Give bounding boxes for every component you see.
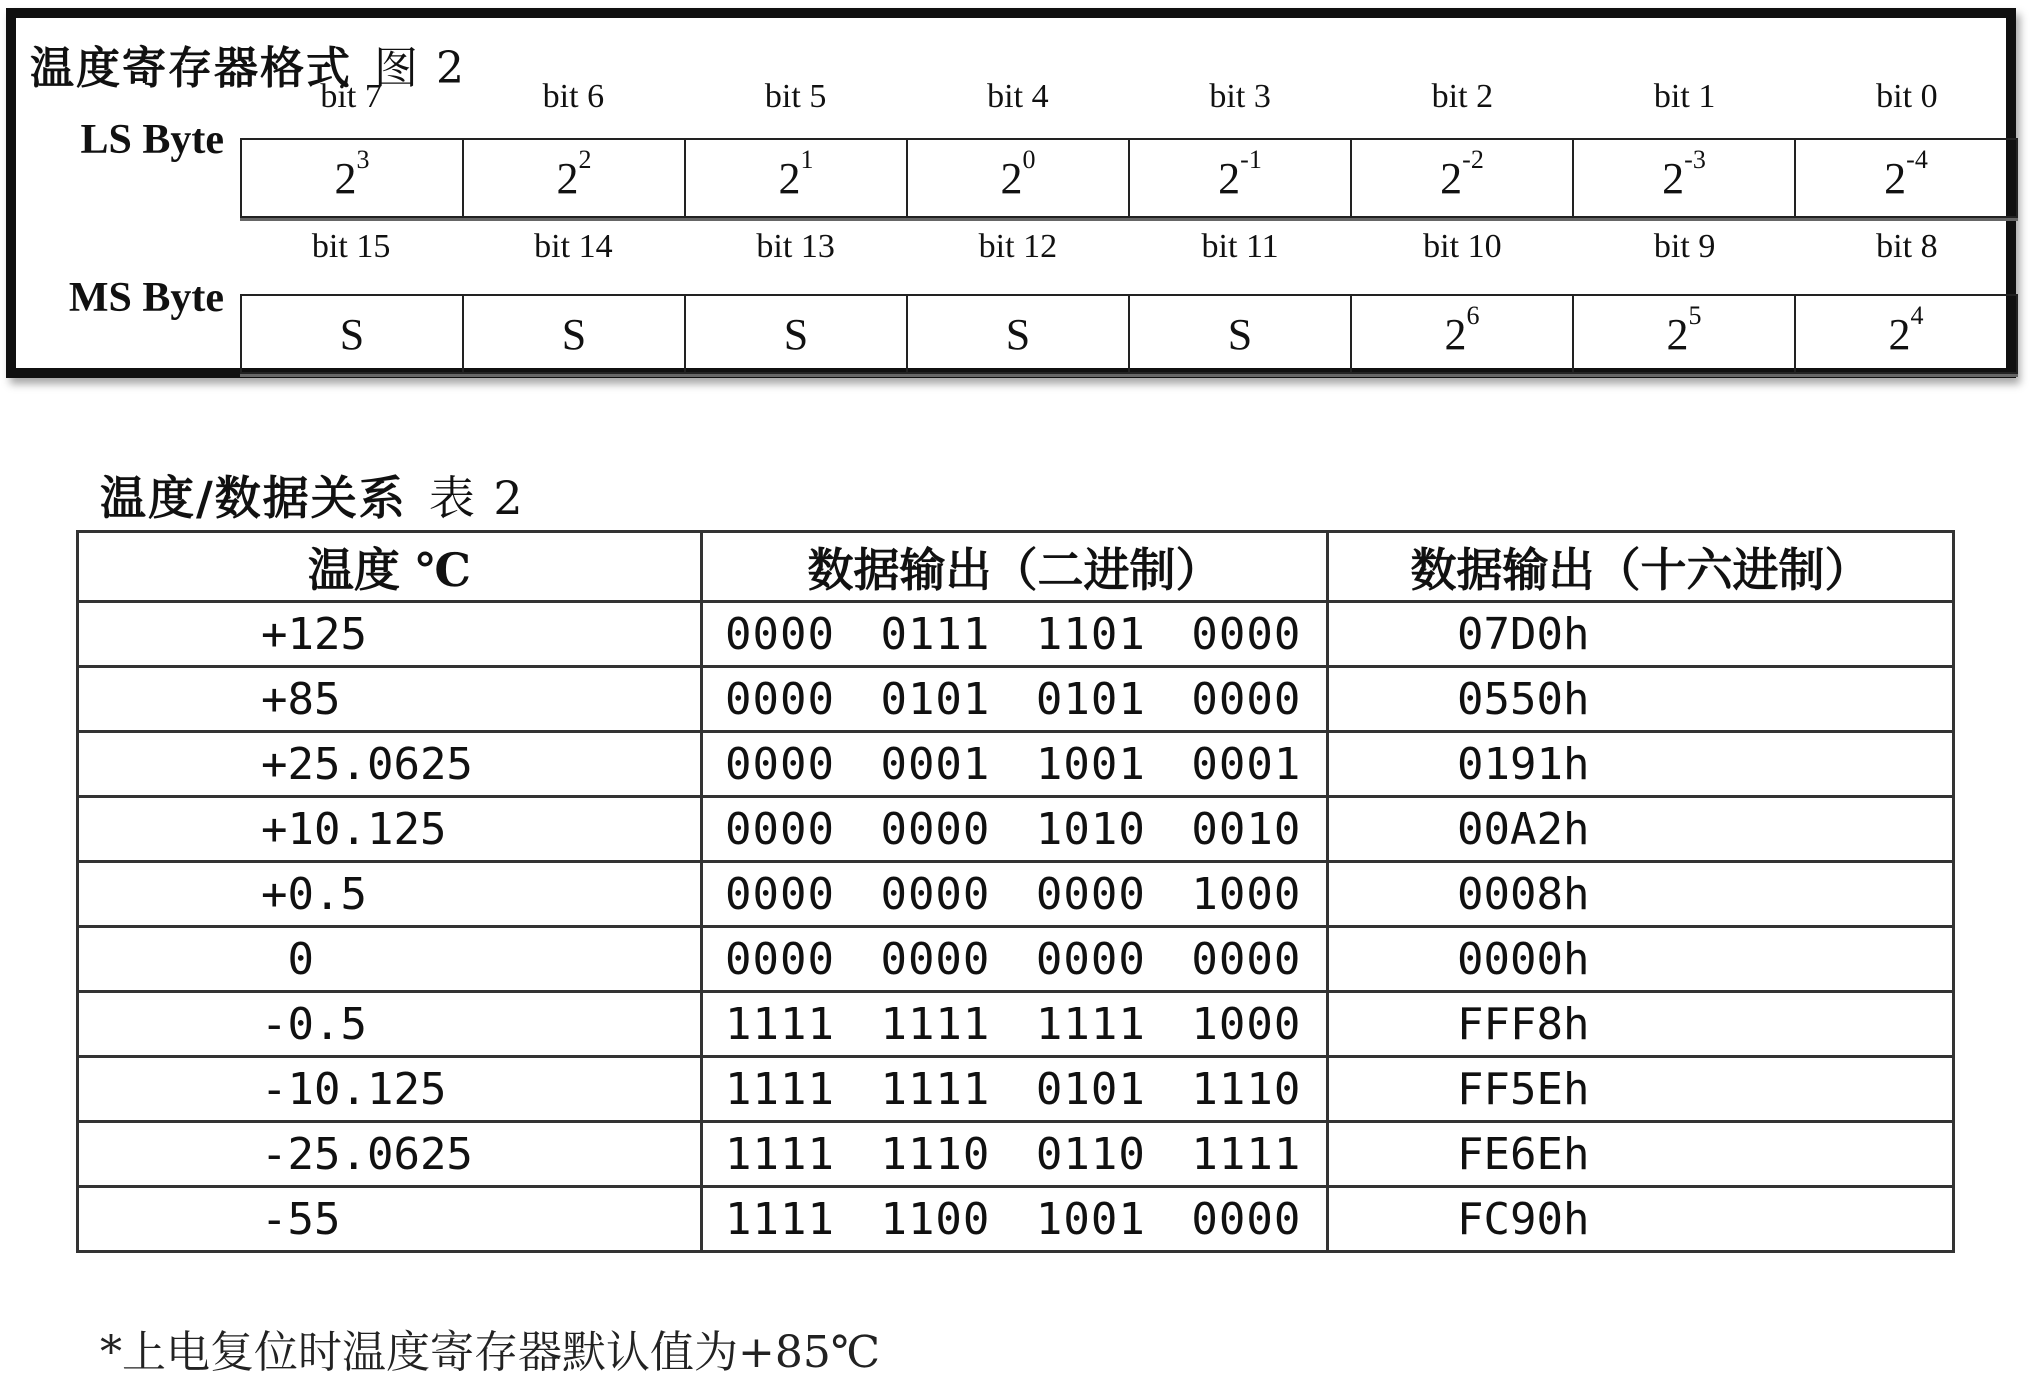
hex-cell: 0000h (1328, 927, 1954, 992)
binary-cell: 1111 1111 1111 1000 (702, 992, 1328, 1057)
bit-label: bit 15 (311, 228, 391, 265)
bit-label: bit 9 (1653, 228, 1716, 265)
register-cell: 2 4 (1794, 296, 2016, 372)
header-hex: 数据输出（十六进制） (1328, 532, 1954, 602)
ls-byte-label: LS Byte (80, 117, 224, 163)
bit-label: bit 0 (1876, 78, 1938, 115)
binary-cell: 0000 0000 1010 0010 (702, 797, 1328, 862)
bit-label: bit 8 (1876, 228, 1938, 265)
figure-number: 图 2 (374, 43, 466, 94)
ls-byte-row (240, 138, 2018, 218)
register-cell: 2 3 (334, 145, 370, 203)
table-title (100, 462, 525, 528)
table-row (78, 862, 1954, 927)
table-title-text: 温度/数据关系 (100, 471, 407, 525)
binary-cell: 0000 0000 0000 1000 (702, 862, 1328, 927)
table-row (78, 732, 1954, 797)
register-cell: 2 6 (1350, 296, 1572, 372)
figure-title-text: 温度寄存器格式 (30, 43, 352, 94)
table-row (78, 1122, 1954, 1187)
bit-label: bit 7 (320, 78, 382, 115)
table-row (78, 927, 1954, 992)
binary-cell: 1111 1100 1001 0000 (702, 1187, 1328, 1252)
bit-label: bit 2 (1431, 78, 1494, 115)
register-cell: 2 1 (684, 140, 906, 216)
bit-label: bit 6 (542, 78, 605, 115)
table-row (78, 797, 1954, 862)
register-cell: 2 5 (1572, 296, 1794, 372)
register-cell: 2 2 (462, 140, 684, 216)
bit-label: bit 10 (1423, 228, 1502, 265)
bit-label: bit 13 (756, 228, 835, 265)
temperature-cell: 0 (78, 927, 702, 992)
table-header-row (78, 532, 1954, 602)
table-row (78, 1057, 1954, 1122)
temperature-cell: +25.0625 (78, 732, 702, 797)
binary-cell: 0000 0000 0000 0000 (702, 927, 1328, 992)
temperature-cell: -25.0625 (78, 1122, 702, 1187)
header-binary: 数据输出（二进制） (702, 532, 1328, 602)
bit-label: bit 5 (764, 78, 827, 115)
temperature-cell: -0.5 (78, 992, 702, 1057)
register-cell: 2 -1 (1128, 140, 1350, 216)
binary-cell: 1111 1111 0101 1110 (702, 1057, 1328, 1122)
table-number: 表 2 (428, 471, 525, 525)
register-cell: 2 -2 (1350, 140, 1572, 216)
temperature-cell: +10.125 (78, 797, 702, 862)
temperature-cell: +125 (78, 602, 702, 667)
hex-cell: 0008h (1328, 862, 1954, 927)
register-format-figure (6, 8, 2016, 378)
hex-cell: FC90h (1328, 1187, 1954, 1252)
register-cell: S (906, 296, 1128, 372)
register-cell: S (1128, 296, 1350, 372)
ms-byte-row (240, 294, 2018, 374)
register-cell: S (684, 296, 906, 372)
register-cell: S (339, 309, 365, 359)
hex-cell: FFF8h (1328, 992, 1954, 1057)
bit-label: bit 4 (987, 78, 1049, 115)
table-row (78, 602, 1954, 667)
temperature-cell: +0.5 (78, 862, 702, 927)
temperature-cell: -10.125 (78, 1057, 702, 1122)
temperature-cell: -55 (78, 1187, 702, 1252)
register-cell: S (462, 296, 684, 372)
binary-cell: 0000 0101 0101 0000 (702, 667, 1328, 732)
ms-bit-labels (240, 228, 2018, 266)
hex-cell: 0550h (1328, 667, 1954, 732)
binary-cell: 0000 0111 1101 0000 (702, 602, 1328, 667)
bit-label: bit 11 (1201, 228, 1279, 265)
footnote: *上电复位时温度寄存器默认值为+85℃ (100, 1327, 881, 1378)
bit-label: bit 12 (978, 228, 1058, 265)
temperature-data-table (76, 530, 1955, 1253)
header-temperature: 温度 ℃ (78, 532, 702, 602)
bit-label: bit 3 (1209, 78, 1271, 115)
table-row (78, 992, 1954, 1057)
binary-cell: 1111 1110 0110 1111 (702, 1122, 1328, 1187)
bit-label: bit 14 (534, 228, 613, 265)
register-cell: 2 0 (906, 140, 1128, 216)
register-cell: 2 -4 (1794, 140, 2016, 216)
table-row (78, 1187, 1954, 1252)
hex-cell: 0191h (1328, 732, 1954, 797)
ms-byte-label: MS Byte (68, 275, 224, 321)
table-row (78, 667, 1954, 732)
hex-cell: FF5Eh (1328, 1057, 1954, 1122)
ls-bit-labels (240, 78, 2018, 116)
register-cell: 2 -3 (1572, 140, 1794, 216)
bit-label: bit 1 (1653, 78, 1716, 115)
temperature-cell: +85 (78, 667, 702, 732)
hex-cell: 00A2h (1328, 797, 1954, 862)
binary-cell: 0000 0001 1001 0001 (702, 732, 1328, 797)
hex-cell: FE6Eh (1328, 1122, 1954, 1187)
hex-cell: 07D0h (1328, 602, 1954, 667)
